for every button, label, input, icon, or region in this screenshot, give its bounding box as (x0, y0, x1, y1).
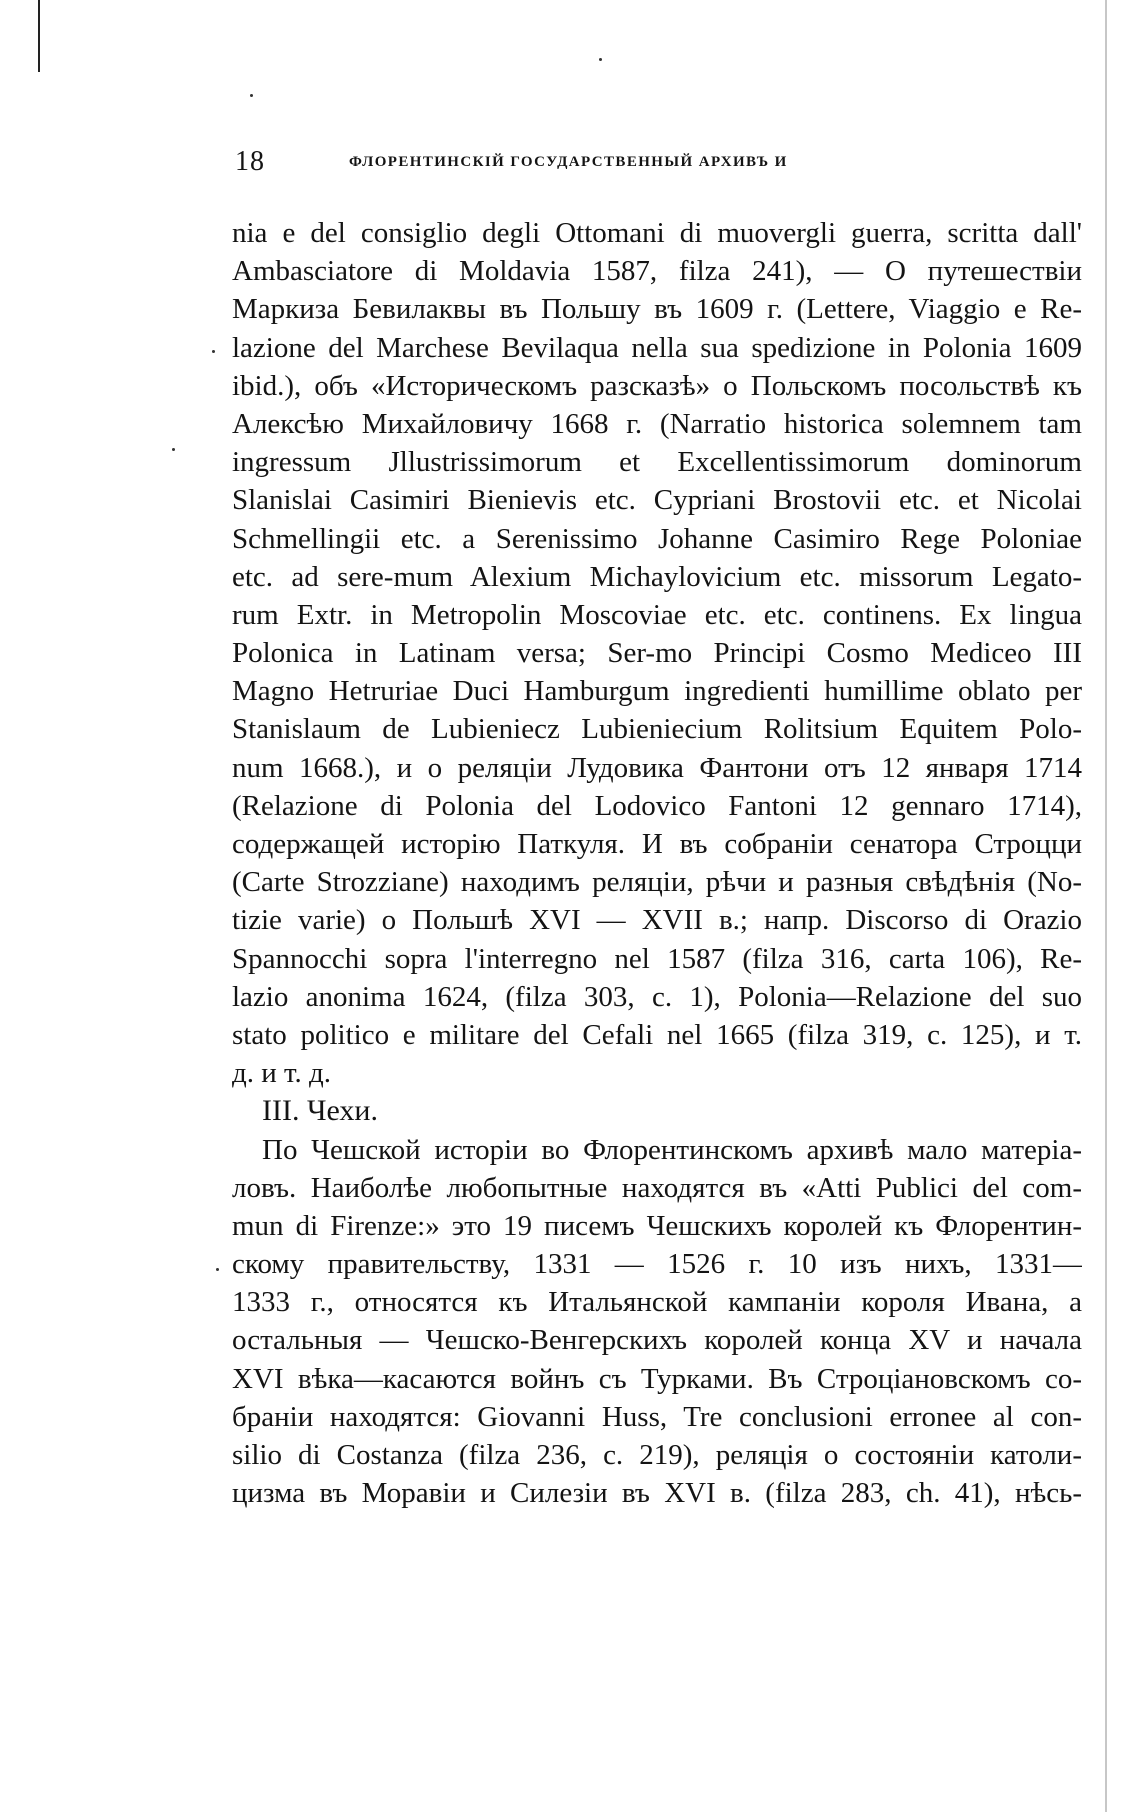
text-line: tizie varie) о Польшѣ XVI — XVII в.; напр. Discorso di Orazio (232, 904, 1082, 937)
text-line: rum Extr. in Metropolin Moscoviae etc. etc. continens. Ex lingua (232, 598, 1082, 631)
text-line: скому правительству, 1331 — 1526 г. 10 изъ нихъ, 1331— (232, 1248, 1082, 1281)
text-line: Spannocchi sopra l'interregno nel 1587 (filza 316, carta 106), Re- (232, 942, 1082, 975)
text-line: Stanislaum de Lubieniecz Lubieniecium Rolitsium Equitem Polo- (232, 713, 1082, 746)
text-line: nia e del consiglio degli Ottomani di muovergli guerra, scritta dall' (232, 217, 1082, 249)
text-line: Алексѣю Михайловичу 1668 г. (Narratio historica solemnem tam (232, 407, 1082, 440)
scan-speck (599, 58, 602, 61)
scan-edge-line (38, 0, 40, 72)
text-line: Schmellingii etc. a Serenissimo Johanne Casimiro Rege Poloniae (232, 522, 1082, 555)
text-line: (Relazione di Polonia del Lodovico Fantoni 12 gennaro 1714), (232, 789, 1082, 822)
text-line: ibid.), объ «Историческомъ разсказѣ» о Польскомъ посольствѣ къ (232, 369, 1082, 402)
text-line: stato politico e militare del Cefali nel 1665 (filza 319, c. 125), и т. (232, 1018, 1082, 1051)
text-line: остальныя — Чешско-Венгерскихъ королей конца XV и начала (232, 1324, 1082, 1357)
text-line: (Carte Strozziane) находимъ реляціи, рѣчи и разныя свѣдѣнія (No- (232, 866, 1082, 899)
scan-speck (212, 350, 215, 353)
page-header (235, 146, 925, 186)
text-line: Маркиза Бевилаквы въ Польшу въ 1609 г. (Lettere, Viaggio e Re- (232, 293, 1082, 326)
text-line: Polonica in Latinam versa; Ser-mo Principi Cosmo Mediceo III (232, 637, 1082, 670)
text-line: Slanislai Casimiri Bienievis etc. Cypriani Brostovii etc. et Nicolai (232, 484, 1082, 517)
scan-speck (250, 94, 253, 97)
page-number: 18 (235, 146, 265, 177)
text-line: д. и т. д. (232, 1057, 332, 1090)
text-line: браніи находятся: Giovanni Huss, Tre conclusioni erronee al con- (232, 1400, 1082, 1433)
section-heading: III. Чехи. (262, 1094, 378, 1128)
text-line: 1333 г., относятся къ Итальянской кампаніи короля Ивана, а (232, 1286, 1082, 1319)
text-line: num 1668.), и о реляціи Лудовика Фантони отъ 12 января 1714 (232, 751, 1082, 784)
text-line: XVI вѣка—касаются войнъ съ Турками. Въ Строціановскомъ со- (232, 1362, 1082, 1395)
text-line: mun di Firenze:» это 19 писемъ Чешскихъ королей къ Флорентин- (232, 1209, 1082, 1242)
text-line: ingressum Jllustrissimorum et Excellentissimorum dominorum (232, 446, 1082, 479)
body-text (232, 214, 1082, 1512)
text-line: etc. ad sere-mum Alexium Michaylovicium etc. missorum Legato- (232, 560, 1082, 593)
text-line: lazio anonima 1624, (filza 303, c. 1), Polonia—Relazione del suo (232, 980, 1082, 1013)
text-line: ловъ. Наиболѣе любопытные находятся въ «Atti Publici del com- (232, 1171, 1082, 1204)
text-line: содержащей исторію Паткуля. И въ собраніи сенатора Строцци (232, 828, 1082, 860)
scan-speck (172, 448, 175, 451)
text-line: цизма въ Моравіи и Силезіи въ XVI в. (filza 283, ch. 41), нѣсь- (232, 1477, 1082, 1510)
text-line: По Чешской исторіи во Флорентинскомъ архивѣ мало матеріа- (262, 1133, 1082, 1166)
text-line: Ambasciatore di Moldavia 1587, filza 241), — О путешествіи (232, 255, 1082, 288)
scan-edge-line (1105, 0, 1107, 1812)
running-head: ФЛОРЕНТИНСКІЙ ГОСУДАРСТВЕННЫЙ АРХИВЪ И (349, 154, 788, 170)
text-line: lazione del Marchese Bevilaqua nella sua spedizione in Polonia 1609 (232, 331, 1082, 364)
scan-speck (216, 1268, 219, 1271)
text-line: Magno Hetruriae Duci Hamburgum ingredienti humillime oblato per (232, 675, 1082, 708)
text-line: silio di Costanza (filza 236, c. 219), реляція о состояніи католи- (232, 1439, 1082, 1471)
